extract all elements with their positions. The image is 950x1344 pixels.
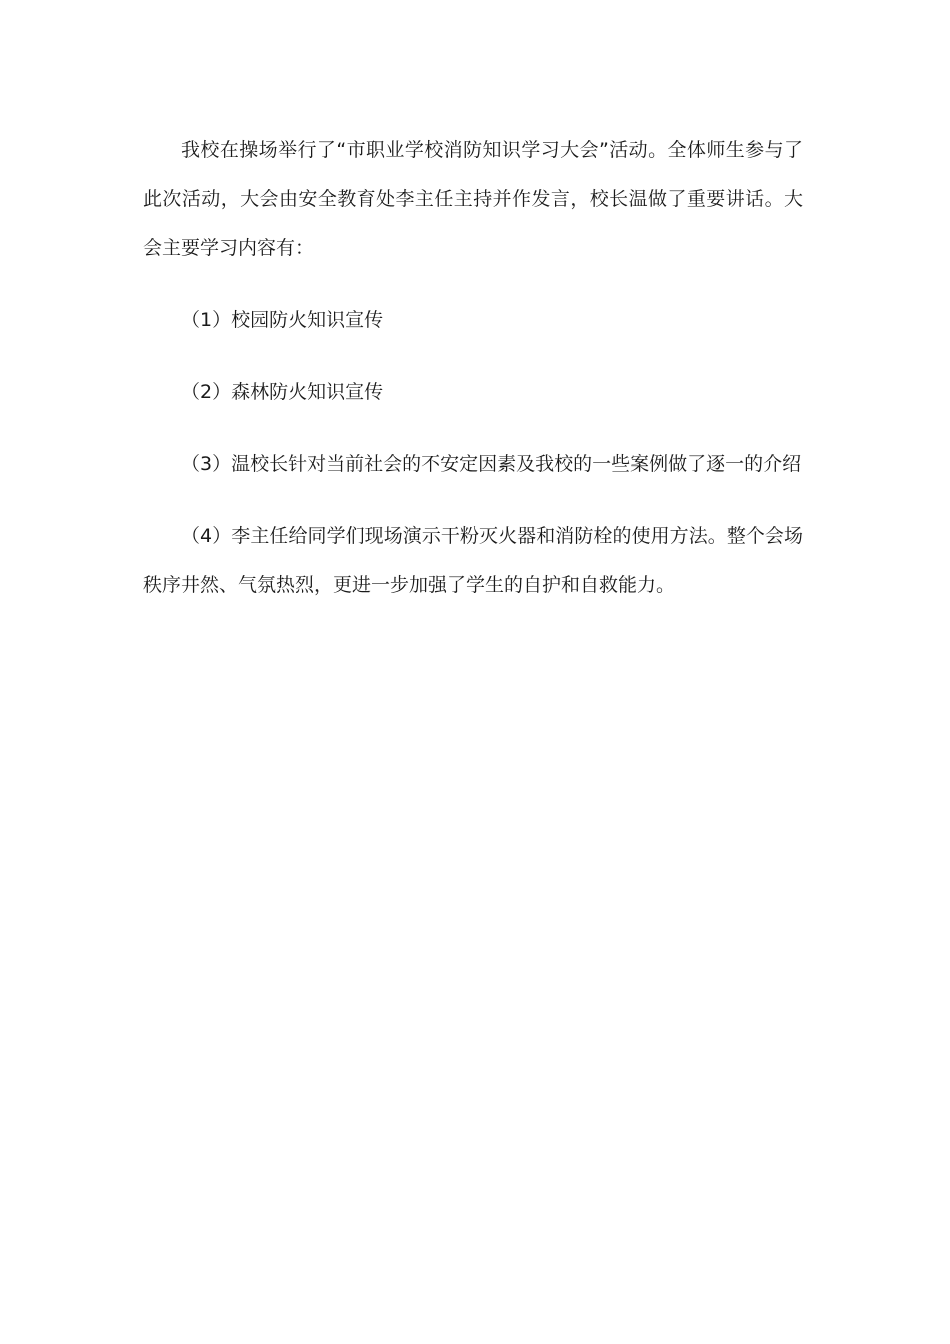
list-item-1: （1）校园防火知识宣传: [181, 309, 384, 331]
paragraph-spacer: [143, 489, 803, 512]
list-item-3: （3）温校长针对当前社会的不安定因素及我校的一些案例做了逐一的介绍: [181, 453, 802, 475]
paragraph-spacer: [143, 273, 803, 296]
list-item-2: （2）森林防火知识宣传: [181, 381, 384, 403]
paragraph-spacer: [143, 345, 803, 368]
list-item-4: （4）李主任给同学们现场演示干粉灭火器和消防栓的使用方法。整个会场秩序井然、气氛热烈，更进一步加强了学生的自护和自救能力。: [143, 525, 803, 596]
intro-paragraph: 我校在操场举行了“市职业学校消防知识学习大会”活动。全体师生参与了此次活动，大会由安全教育处李主任主持并作发言，校长温做了重要讲话。大会主要学习内容有：: [143, 139, 803, 259]
paragraph-spacer: [143, 417, 803, 440]
document-body: [143, 126, 803, 610]
